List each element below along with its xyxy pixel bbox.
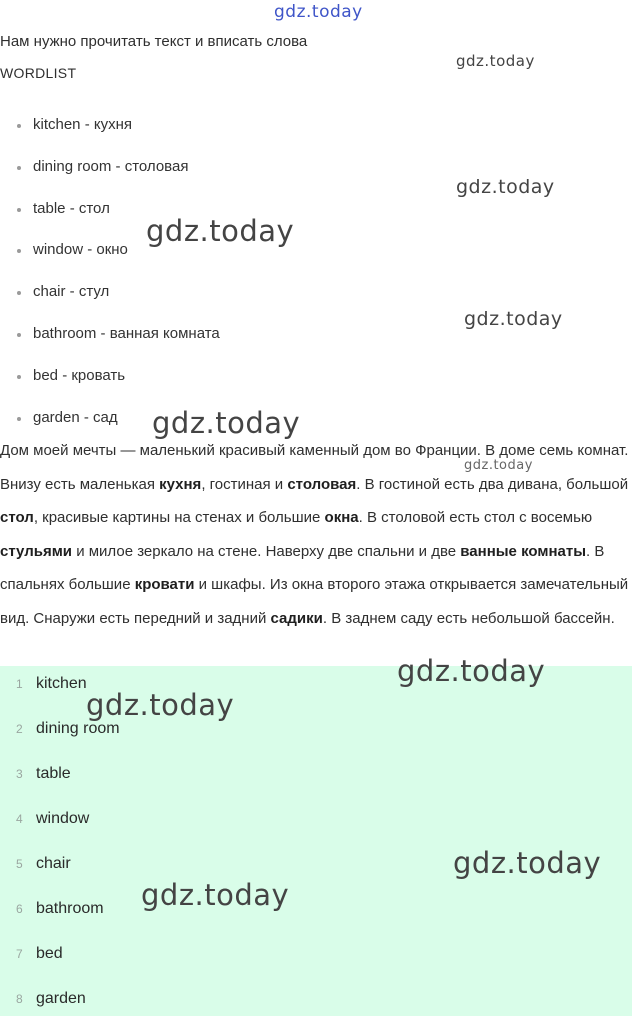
story-answer-word: садики: [270, 609, 323, 627]
watermark: gdz.today: [397, 654, 546, 688]
story-segment: Дом моей мечты — маленький красивый каменный дом во Франции. В доме семь комнат. Внизу есть маленькая: [0, 442, 629, 493]
story-answer-word: кухня: [159, 475, 202, 493]
story-answer-word: стульями: [0, 542, 73, 560]
answer-number: 1: [16, 677, 23, 691]
answers-panel: [0, 654, 632, 1016]
watermark: gdz.today: [152, 406, 301, 440]
answer-number: 7: [16, 947, 23, 961]
watermark-top: gdz.today: [274, 2, 363, 22]
watermark: gdz.today: [141, 878, 290, 912]
story-segment: . В гостиной есть два дивана, большой: [356, 475, 629, 493]
story-answer-word: стол: [0, 509, 34, 526]
story-segment: , красивые картины на стенах и большие: [33, 509, 325, 526]
answer-text: window: [36, 810, 90, 827]
story-text: [0, 434, 632, 635]
wordlist-item: dining room - столовая: [0, 146, 220, 188]
wordlist-title: WORDLIST: [0, 65, 77, 81]
answer-number: 2: [16, 722, 23, 736]
story-segment: . В заднем саду есть небольшой бассейн.: [322, 609, 615, 627]
wordlist: [0, 104, 220, 438]
watermark: gdz.today: [146, 214, 295, 248]
watermark: gdz.today: [456, 176, 555, 198]
answer-number: 8: [16, 992, 23, 1006]
story-segment: , гостиная и: [201, 475, 288, 493]
answer-number: 6: [16, 902, 23, 916]
watermark: gdz.today: [464, 308, 563, 330]
watermark: gdz.today: [453, 846, 602, 880]
story-segment: и шкафы. Из окна второго этажа открывается замечательный вид. Снаружи есть передний и задний: [0, 576, 629, 627]
wordlist-item: table - стол: [0, 188, 220, 230]
story-segment: . В спальнях большие: [0, 542, 605, 593]
answer-number: 5: [16, 857, 23, 871]
watermark: gdz.today: [456, 52, 535, 70]
watermark: gdz.today: [464, 458, 533, 473]
story-answer-word: окна: [324, 509, 359, 526]
story-segment: и милое зеркало на стене. Наверху две спальни и две: [72, 542, 461, 560]
wordlist-item: bed - кровать: [0, 355, 220, 397]
story-segment: . В столовой есть стол с восемью: [358, 509, 593, 526]
answer-text: dining room: [36, 720, 120, 737]
answer-text: table: [36, 765, 71, 782]
wordlist-item: garden - сад: [0, 397, 220, 439]
wordlist-item: bathroom - ванная комната: [0, 313, 220, 355]
answer-text: kitchen: [36, 675, 87, 692]
story-answer-word: кровати: [134, 576, 195, 593]
answer-text: garden: [36, 990, 86, 1007]
story-answer-word: столовая: [287, 475, 357, 493]
wordlist-item: chair - стул: [0, 271, 220, 313]
answer-number: 4: [16, 812, 23, 826]
answer-text: bed: [36, 945, 63, 962]
wordlist-item: window - окно: [0, 229, 220, 271]
wordlist-item: kitchen - кухня: [0, 104, 220, 146]
intro-text: Нам нужно прочитать текст и вписать слова: [0, 33, 308, 50]
answer-text: bathroom: [36, 900, 104, 917]
story-answer-word: ванные комнаты: [460, 542, 587, 560]
answer-text: chair: [36, 855, 71, 872]
watermark: gdz.today: [86, 688, 235, 722]
answer-number: 3: [16, 767, 23, 781]
